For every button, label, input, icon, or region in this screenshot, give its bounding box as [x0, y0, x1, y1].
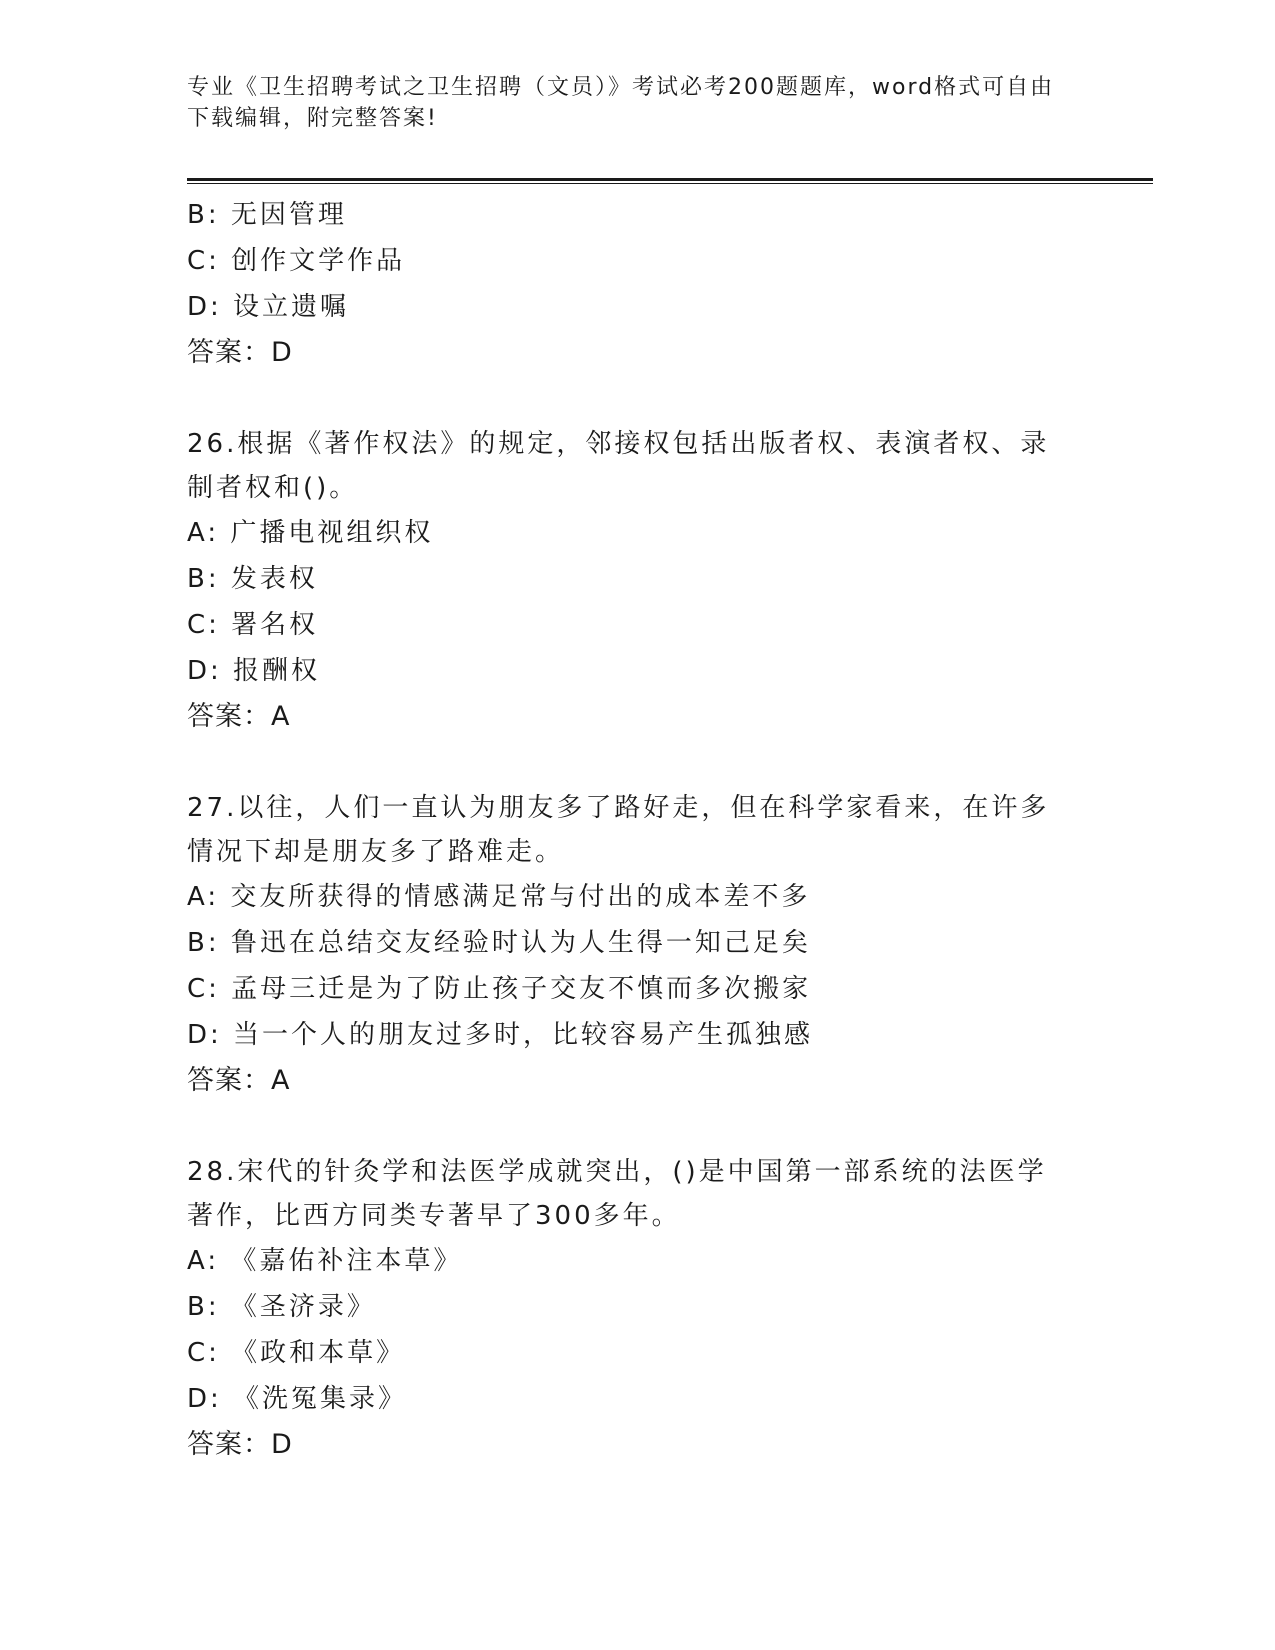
question-stem: 26.根据《著作权法》的规定，邻接权包括出版者权、表演者权、录制者权和()。 — [187, 429, 1050, 503]
option-b: B: 鲁迅在总结交友经验时认为人生得一知己足矣 — [187, 928, 811, 958]
option-d: D: 设立遗嘱 — [187, 292, 350, 322]
header-divider-thin — [187, 183, 1153, 184]
option-b: B: 发表权 — [187, 564, 318, 594]
option-c: C: 孟母三迁是为了防止孩子交友不慎而多次搬家 — [187, 974, 812, 1004]
option-a: A: 广播电视组织权 — [187, 518, 434, 548]
option-c: C: 创作文学作品 — [187, 246, 406, 276]
answer-line: 答案：A — [187, 1065, 291, 1096]
option-d: D: 当一个人的朋友过多时，比较容易产生孤独感 — [187, 1020, 814, 1050]
answer-line: 答案：D — [187, 1429, 293, 1460]
option-d: D: 报酬权 — [187, 656, 321, 686]
option-b: B: 无因管理 — [187, 200, 347, 230]
option-b: B: 《圣济录》 — [187, 1292, 376, 1322]
question-list — [187, 192, 1087, 1468]
answer-line: 答案：D — [187, 337, 293, 368]
document-header: 专业《卫生招聘考试之卫生招聘（文员）》考试必考200题题库，word格式可自由下载编辑，附完整答案! — [187, 75, 1055, 131]
answer-line: 答案：A — [187, 701, 291, 732]
option-a: A: 《嘉佑补注本草》 — [187, 1246, 463, 1276]
header-divider-thick — [187, 178, 1153, 181]
question-27 — [187, 786, 1087, 1104]
question-28 — [187, 1150, 1087, 1468]
option-d: D: 《洗冤集录》 — [187, 1384, 408, 1414]
option-a: A: 交友所获得的情感满足常与付出的成本差不多 — [187, 882, 811, 912]
option-c: C: 署名权 — [187, 610, 319, 640]
question-stem: 27.以往，人们一直认为朋友多了路好走，但在科学家看来，在许多情况下却是朋友多了路难走。 — [187, 793, 1050, 867]
option-c: C: 《政和本草》 — [187, 1338, 406, 1368]
question-stem: 28.宋代的针灸学和法医学成就突出，()是中国第一部系统的法医学著作，比西方同类专著早了300多年。 — [187, 1157, 1047, 1231]
question-26 — [187, 422, 1087, 740]
previous-question-tail — [187, 192, 1087, 376]
